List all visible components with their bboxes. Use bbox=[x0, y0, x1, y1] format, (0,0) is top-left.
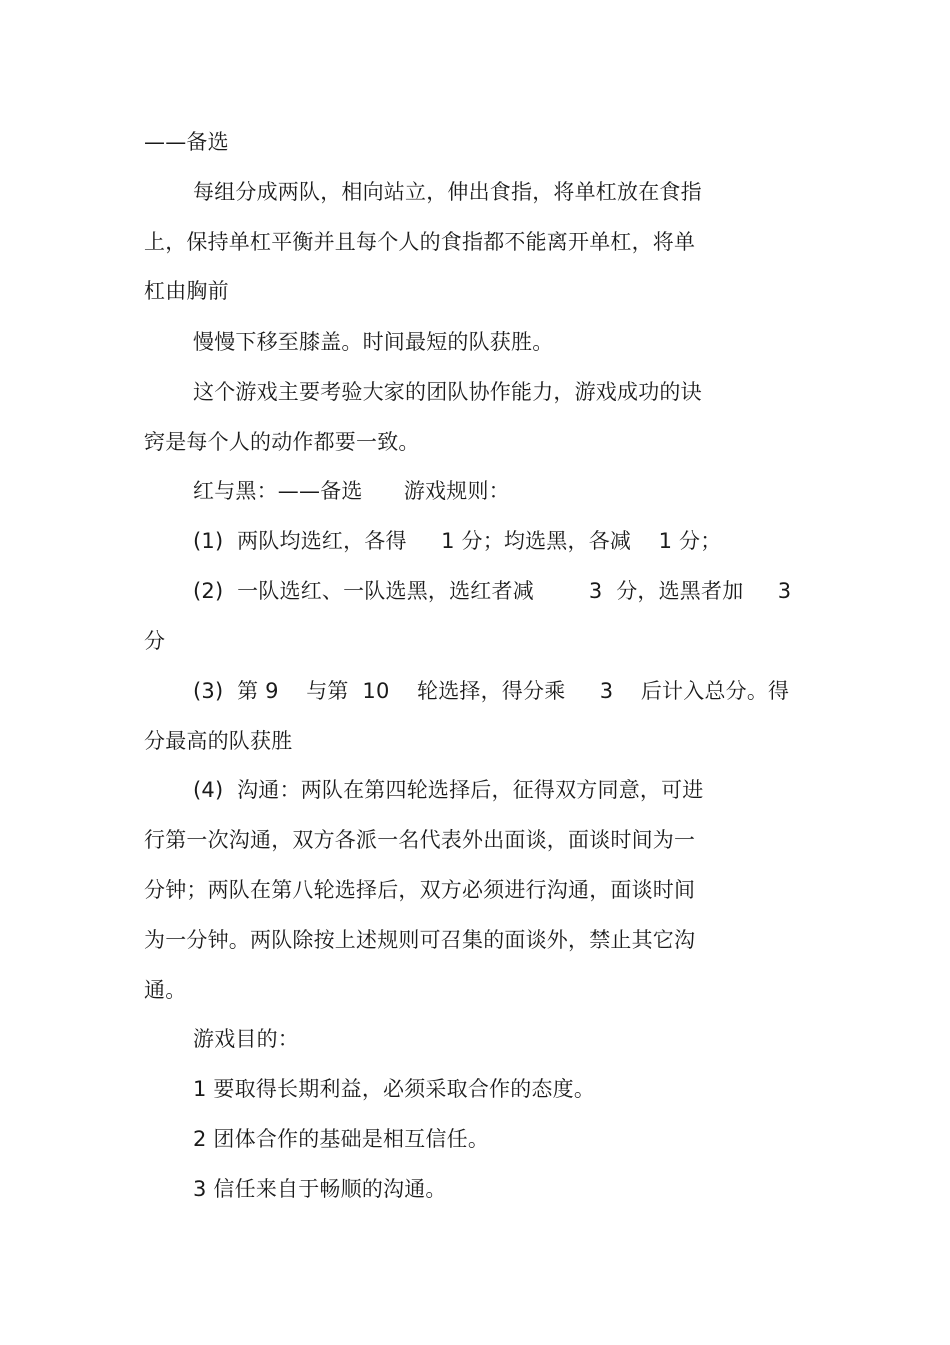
paragraph-line: 杠由胸前 bbox=[144, 279, 229, 303]
rule-item-2: (2) 一队选红、一队选黑，选红者减 3 分，选黑者加 3 bbox=[193, 579, 792, 603]
game-rules-heading: 红与黑：——备选 游戏规则： bbox=[193, 479, 510, 503]
paragraph-line: 上，保持单杠平衡并且每个人的食指都不能离开单杠，将单 bbox=[144, 230, 696, 254]
game-purpose-heading: 游戏目的： bbox=[193, 1027, 299, 1051]
rule-item-4-continued: 为一分钟。两队除按上述规则可召集的面谈外，禁止其它沟 bbox=[144, 928, 696, 952]
paragraph-line: 这个游戏主要考验大家的团队协作能力，游戏成功的诀 bbox=[193, 380, 702, 404]
rule-item-4-continued: 分钟；两队在第八轮选择后，双方必须进行沟通，面谈时间 bbox=[144, 878, 696, 902]
rule-item-4-continued: 通。 bbox=[144, 978, 187, 1002]
paragraph-line: 窍是每个人的动作都要一致。 bbox=[144, 430, 420, 454]
section-heading-alternate: ——备选 bbox=[144, 130, 229, 154]
purpose-item-1: 1 要取得长期利益，必须采取合作的态度。 bbox=[193, 1077, 596, 1101]
rule-item-2-continued: 分 bbox=[144, 629, 166, 653]
rule-item-4-continued: 行第一次沟通，双方各派一名代表外出面谈，面谈时间为一 bbox=[144, 828, 696, 852]
rule-item-3: (3) 第 9 与第 10 轮选择，得分乘 3 后计入总分。得 bbox=[193, 679, 790, 703]
purpose-item-2: 2 团体合作的基础是相互信任。 bbox=[193, 1127, 490, 1151]
paragraph-line: 慢慢下移至膝盖。时间最短的队获胜。 bbox=[193, 330, 554, 354]
rule-item-3-continued: 分最高的队获胜 bbox=[144, 729, 293, 753]
purpose-item-3: 3 信任来自于畅顺的沟通。 bbox=[193, 1177, 447, 1201]
rule-item-4: (4) 沟通：两队在第四轮选择后，征得双方同意，可进 bbox=[193, 778, 704, 802]
paragraph-line: 每组分成两队，相向站立，伸出食指，将单杠放在食指 bbox=[193, 180, 702, 204]
rule-item-1: (1) 两队均选红，各得 1 分；均选黑，各减 1 分； bbox=[193, 529, 722, 553]
